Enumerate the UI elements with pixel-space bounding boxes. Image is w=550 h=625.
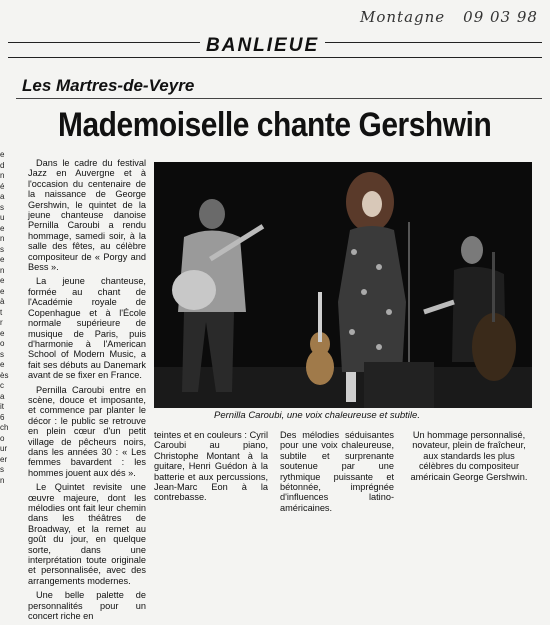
fragment-line: n bbox=[0, 475, 5, 485]
fragment-line: e bbox=[0, 360, 5, 369]
fragment-line: é bbox=[0, 181, 5, 191]
headline: Mademoiselle chante Gershwin bbox=[58, 106, 492, 144]
fragment-line: s bbox=[0, 244, 4, 254]
fragment-line: ès bbox=[0, 370, 9, 380]
fragment-line: u bbox=[0, 213, 5, 222]
fragment-line: t bbox=[0, 307, 3, 317]
fragment-line: ch bbox=[0, 423, 9, 432]
fragment-line: 6 bbox=[0, 412, 5, 422]
locality-heading: Les Martres-de-Veyre bbox=[22, 76, 195, 95]
article-column-1 bbox=[28, 158, 146, 625]
fragment-line: à bbox=[0, 297, 5, 306]
fragment-line: o bbox=[0, 339, 5, 348]
section-label: BANLIEUE bbox=[200, 35, 325, 57]
fragment-line: s bbox=[0, 202, 4, 212]
fragment-line: o bbox=[0, 433, 5, 443]
fragment-line: d bbox=[0, 160, 5, 170]
fragment-line: e bbox=[0, 328, 5, 338]
concert-photo-illustration bbox=[154, 162, 532, 408]
fragment-line: e bbox=[0, 276, 5, 285]
paragraph: Des mélodies séduisantes pour une voix chaleureuse, subtile et surprenante soutenue par une rythmique puissante et bétonnée, imprégnée d'influences latino-américaines. bbox=[280, 430, 394, 513]
paragraph: La jeune chanteuse, formée au chant de l'Académie royale de Copenhague et à l'École normale supérieure de musique de Paris, puis d'harmonie à l'American School of Modern Music, a fait ses débuts au Danemark avant de se fixer en France. bbox=[28, 276, 146, 381]
fragment-line: n bbox=[0, 171, 5, 180]
fragment-line: n bbox=[0, 234, 5, 243]
annotation-date: 09 03 98 bbox=[463, 8, 538, 26]
article-column-4 bbox=[410, 430, 528, 486]
fragment-line: e bbox=[0, 223, 5, 233]
fragment-line: r bbox=[0, 318, 3, 327]
fragment-line: s bbox=[0, 465, 4, 474]
paragraph: teintes et en couleurs : Cyril Caroubi au piano, Christophe Montant à la guitare, Henri Guédon à la batterie et aux percussions, Jean-Marc Eon à la contrebasse. bbox=[154, 430, 268, 503]
concert-photo bbox=[154, 162, 532, 408]
fragment-line: it bbox=[0, 402, 4, 411]
fragment-line: s bbox=[0, 349, 4, 359]
paragraph: Pernilla Caroubi entre en scène, douce et imposante, et commence par planter le décor : le public se retrouve en plein cœur d'un petit village de pêcheurs noirs, dans les années 30 : « Les femmes bavardent : les hommes jouent aux dés ». bbox=[28, 384, 146, 478]
fragment-line: e bbox=[0, 286, 5, 296]
fragment-line: e bbox=[0, 255, 5, 264]
fragment-line: er bbox=[0, 454, 8, 464]
paragraph: Une belle palette de personnalités pour un concert riche en bbox=[28, 590, 146, 622]
article-column-3 bbox=[280, 430, 394, 517]
article-column-2 bbox=[154, 430, 268, 507]
annotation-source: Montagne bbox=[360, 8, 446, 26]
fragment-line: e bbox=[0, 150, 5, 159]
paragraph: Un hommage personnalisé, novateur, plein de fraîcheur, aux standards les plus célèbres du compositeur américain George Gershwin. bbox=[410, 430, 528, 482]
fragment-line: ur bbox=[0, 444, 8, 453]
fragment-line: a bbox=[0, 192, 5, 201]
fragment-line: a bbox=[0, 391, 5, 401]
photo-caption: Pernilla Caroubi, une voix chaleureuse et subtile. bbox=[214, 410, 420, 421]
fragment-line: n bbox=[0, 265, 5, 275]
paragraph: Le Quintet revisite une œuvre majeure, dont les mélodies ont fait leur chemin dans les théâtres de Broadway, et la remet au goût du jour, en quelque sorte, dans une interprétation toute originale et personnalisée, avec des arrangements modernes. bbox=[28, 482, 146, 586]
paragraph: Dans le cadre du festival Jazz en Auvergne et à l'occasion du centenaire de la naissance de George Gershwin, le quintet de la jeune chanteuse danoise Pernilla Caroubi a rendu hommage, samedi soir, à la salle des fêtes, au célèbre compositeur de « Porgy and Bess ». bbox=[28, 158, 146, 273]
handwritten-annotation bbox=[360, 8, 538, 26]
divider bbox=[16, 98, 542, 99]
left-column-fragment bbox=[0, 150, 12, 506]
fragment-line: c bbox=[0, 381, 4, 390]
